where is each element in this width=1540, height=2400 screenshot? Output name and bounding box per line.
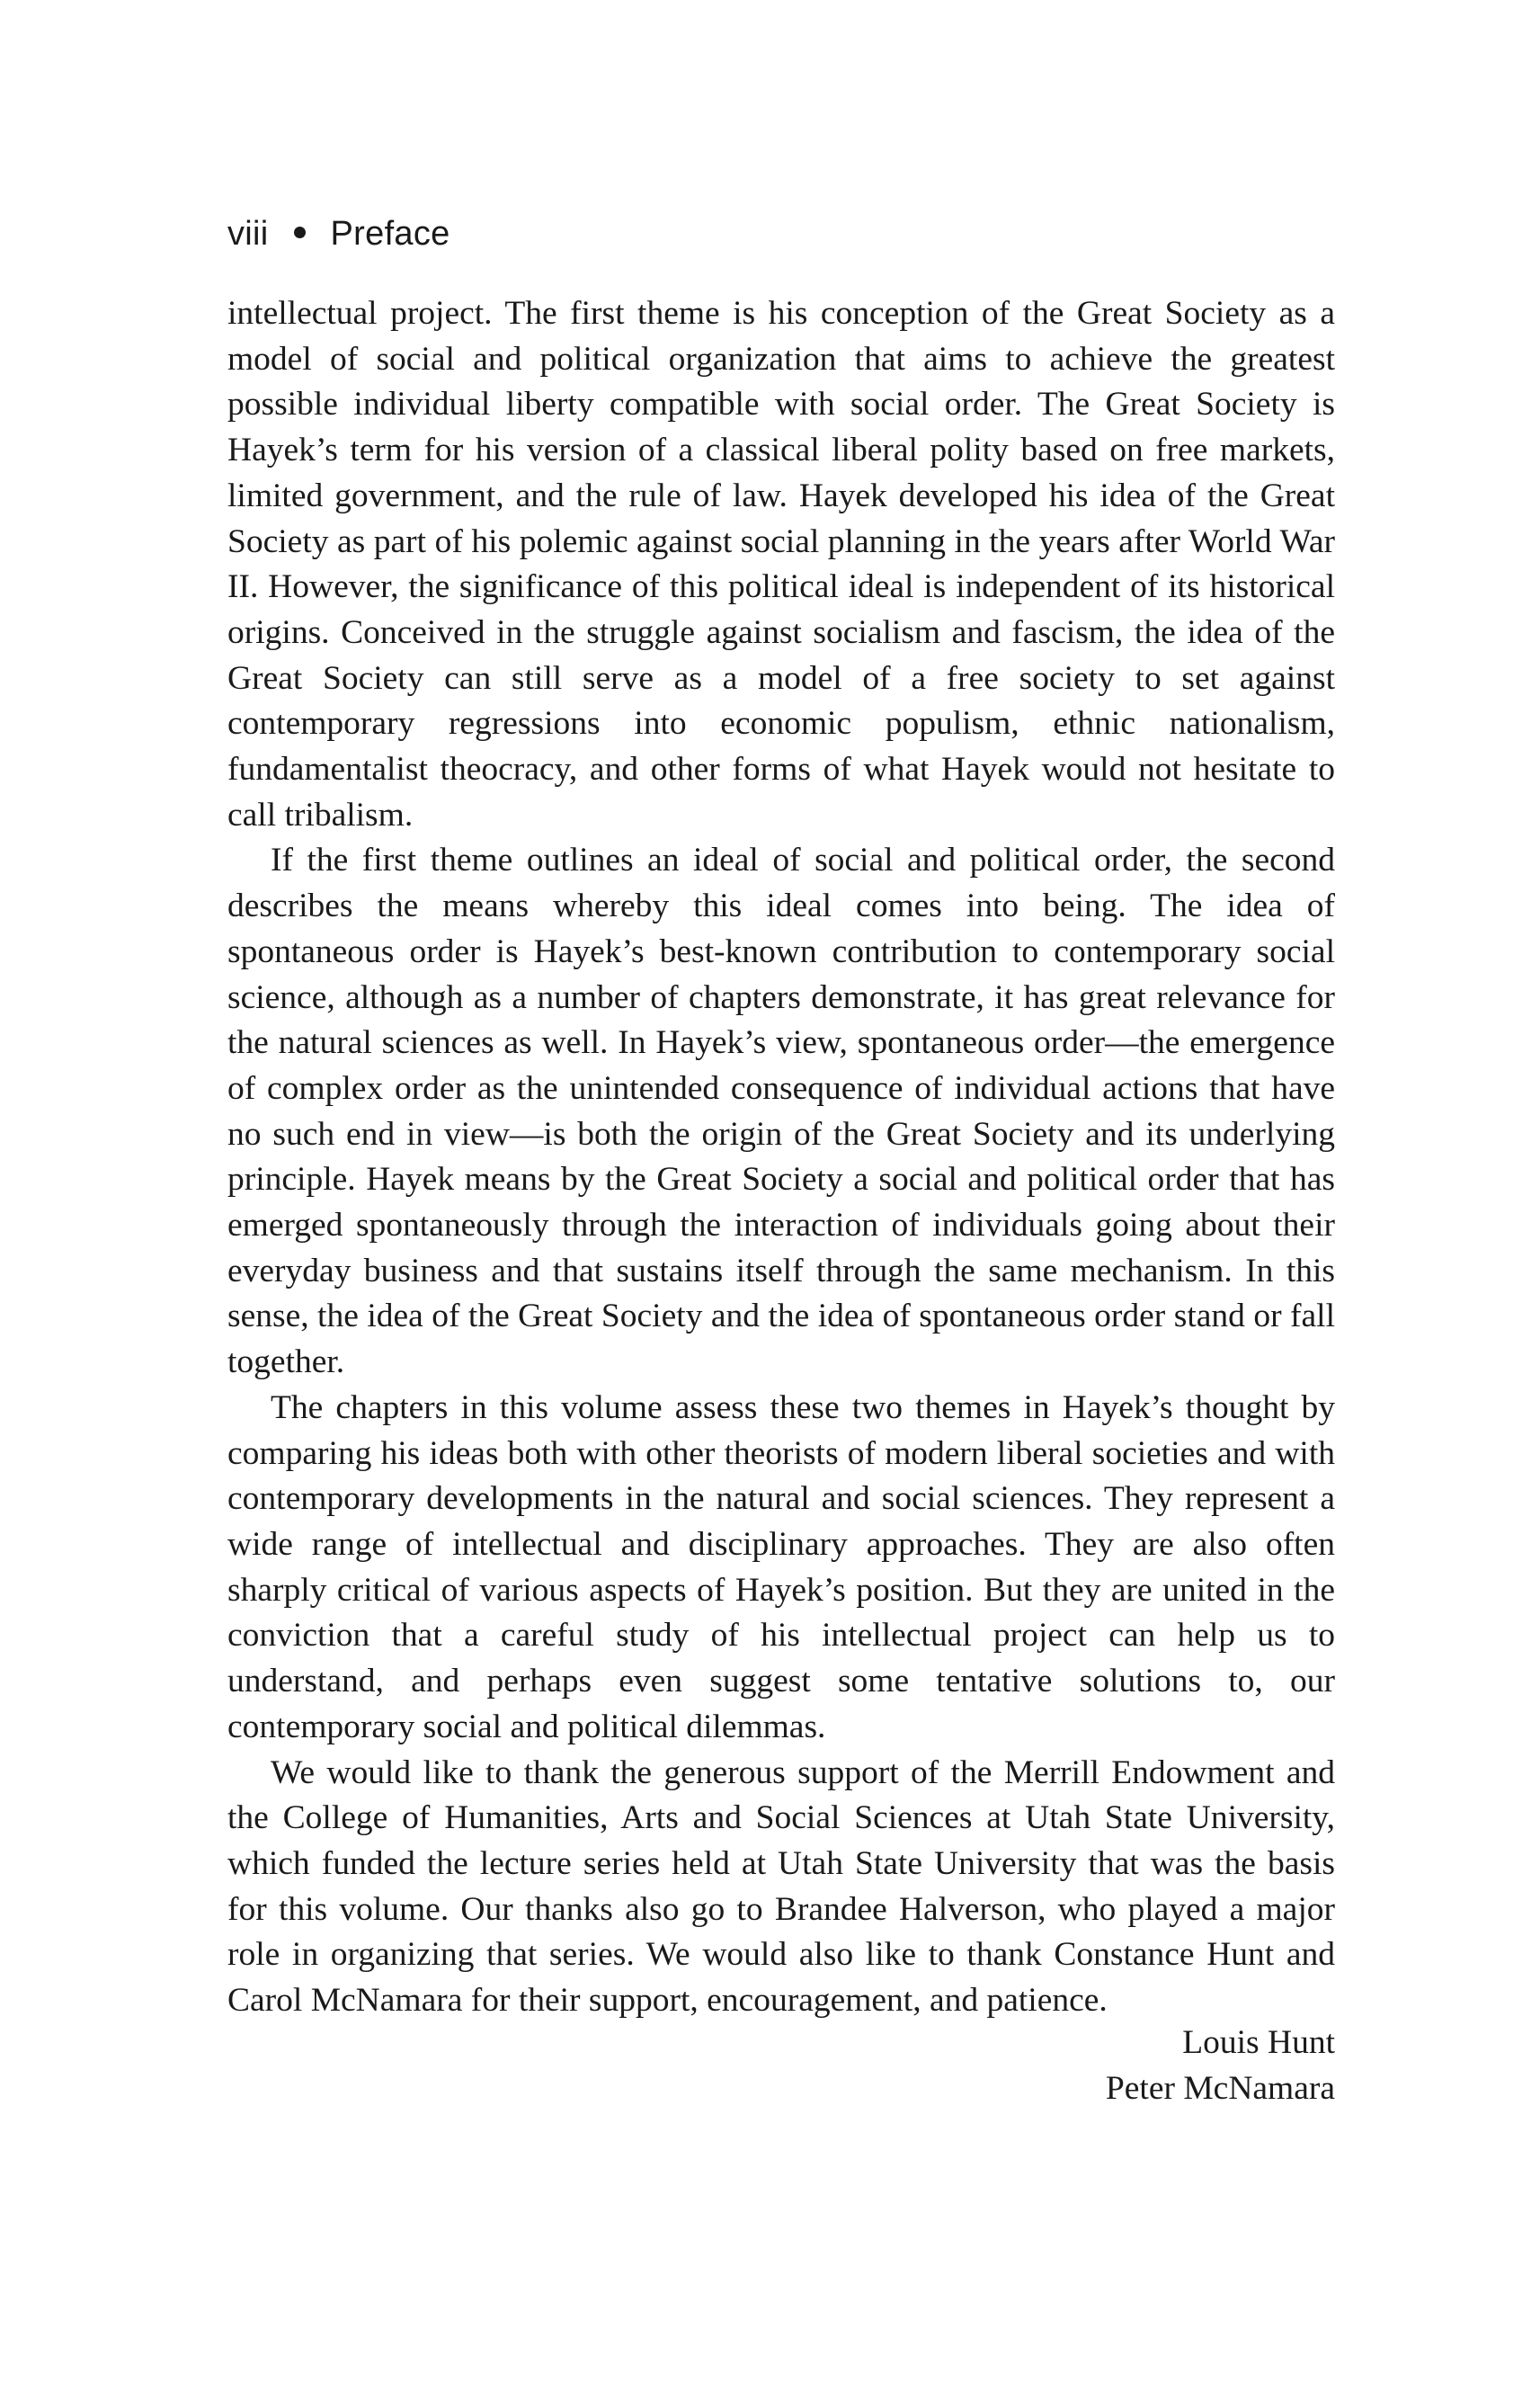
bullet-separator-icon	[294, 227, 306, 238]
paragraph-acknowledgments: We would like to thank the generous support of the Merrill Endowment and the College of Humanities, Arts and Social Sciences at Utah State University, which funded the lecture series held at Utah State University that was the basis for this volume. Our thanks also go to Brandee Halverson, who played a major role in organizing that series. We would also like to thank Constance Hunt and Carol McNamara for their support, encouragement, and patience.	[227, 1753, 1335, 2020]
running-head	[227, 212, 450, 255]
signature-block	[1106, 2020, 1335, 2111]
signature-peter-mcnamara: Peter McNamara	[1105, 2070, 1335, 2107]
paragraph-continuation: intellectual project. The first theme is his conception of the Great Society as a model of social and political organization that aims to achieve the greatest possible individual liberty compatible with social order. The Great Society is Hayek’s term for his version of a classical liberal polity based on free markets, limited government, and the rule of law. Hayek developed his idea of the Great Society as part of his polemic against social planning in the years after World War II. However, the significance of this political ideal is independent of its historical origins. Conceived in the struggle against socialism and fascism, the idea of the Great Society can still serve as a model of a free society to set against contemporary regressions into economic populism, ethnic nationalism, fundamentalist theocracy, and other forms of what Hayek would not hesitate to call tribalism.	[227, 295, 1335, 834]
paragraph-chapters-overview: The chapters in this volume assess these two themes in Hayek’s thought by comparing his ideas both with other theorists of modern liberal societies and with contemporary developments in the natural and social sciences. They represent a wide range of intellectual and disciplinary approaches. They are also often sharply critical of various aspects of Hayek’s position. But they are united in the conviction that a careful study of his intellectual project can help us to understand, and perhaps even suggest some tentative solutions to, our contemporary social and political dilemmas.	[227, 1388, 1335, 1745]
section-title: Preface	[330, 215, 450, 253]
page-number: viii	[227, 215, 269, 253]
paragraph-spontaneous-order: If the first theme outlines an ideal of social and political order, the second describes the means whereby this ideal comes into being. The idea of spontaneous order is Hayek’s best-known contribution to contemporary social science, although as a number of chapters demonstrate, it has great relevance for the natural sciences as well. In Hayek’s view, spontaneous order—the emergence of complex order as the unintended consequence of individual actions that have no such end in view—is both the origin of the Great Society and its underlying principle. Hayek means by the Great Society a social and political order that has emerged spontaneously through the interaction of individuals going about their everyday business and that sustains itself through the same mechanism. In this sense, the idea of the Great Society and the idea of spontaneous order stand or fall together.	[227, 842, 1335, 1381]
body-text	[227, 291, 1335, 2024]
signature-louis-hunt: Louis Hunt	[1182, 2024, 1335, 2061]
